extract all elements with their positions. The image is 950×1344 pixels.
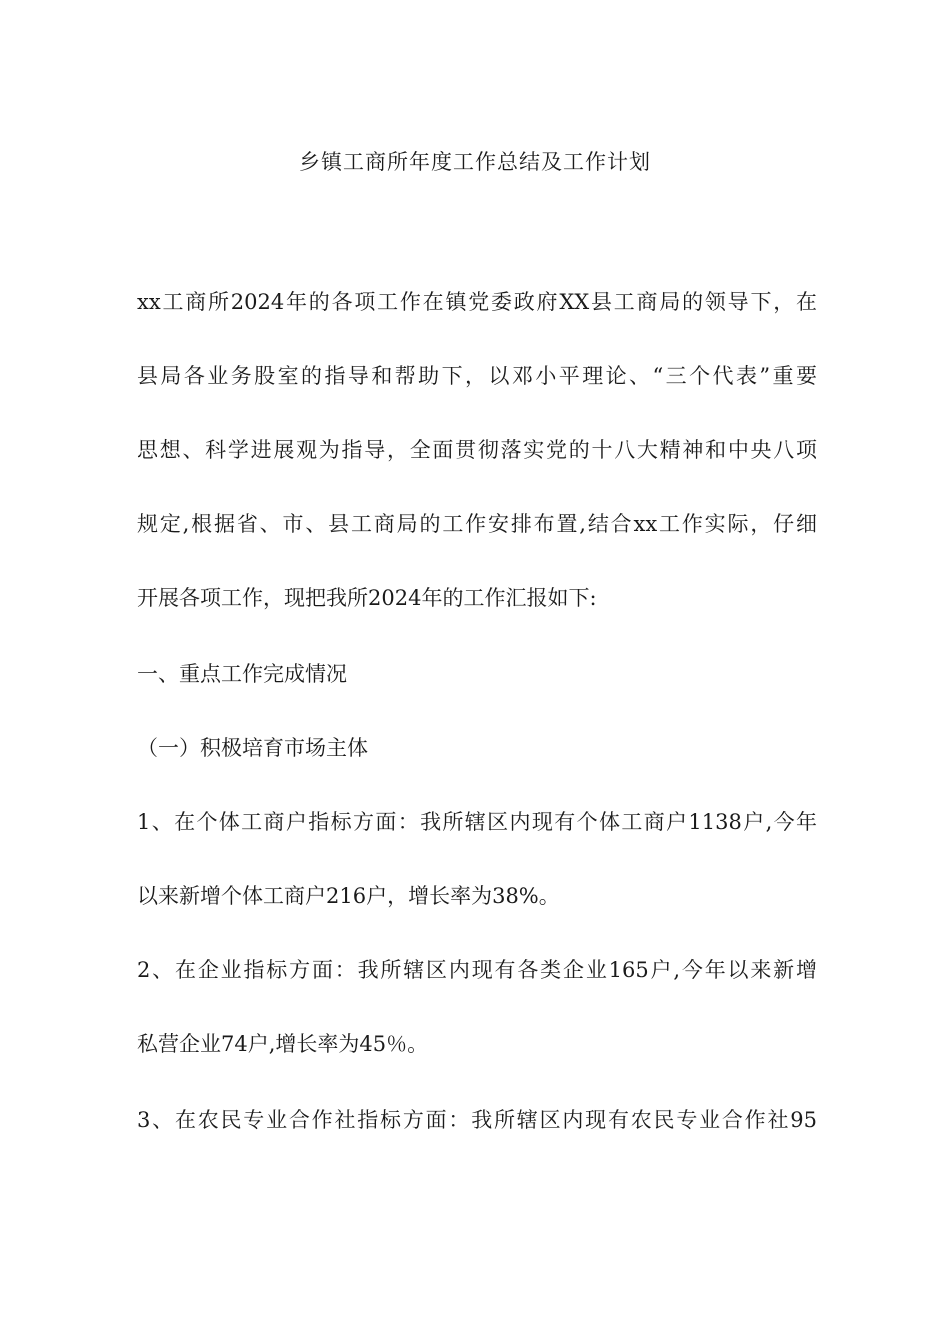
- paragraph-line-1: xx工商所2024年的各项工作在镇党委政府XX县工商局的领导下，在: [137, 290, 817, 314]
- subsection-heading-1: （一）积极培育市场主体: [137, 736, 368, 760]
- paragraph-line-3: 思想、科学进展观为指导，全面贯彻落实党的十八大精神和中央八项: [137, 438, 817, 462]
- item-1-line-2: 以来新增个体工商户216户，增长率为38%。: [137, 884, 560, 908]
- item-1-line-1: 1、在个体工商户指标方面：我所辖区内现有个体工商户1138户,今年: [137, 810, 817, 834]
- document-title: 乡镇工商所年度工作总结及工作计划: [299, 150, 651, 174]
- section-heading-1: 一、重点工作完成情况: [137, 662, 347, 686]
- item-2-line-2: 私营企业74户,增长率为45％。: [137, 1032, 429, 1056]
- item-3-line-1: 3、在农民专业合作社指标方面：我所辖区内现有农民专业合作社95: [137, 1108, 817, 1132]
- paragraph-line-2: 县局各业务股室的指导和帮助下，以邓小平理论、“三个代表”重要: [137, 364, 817, 388]
- paragraph-line-5: 开展各项工作，现把我所2024年的工作汇报如下:: [137, 586, 597, 610]
- item-2-line-1: 2、在企业指标方面：我所辖区内现有各类企业165户,今年以来新增: [137, 958, 817, 982]
- paragraph-line-4: 规定,根据省、市、县工商局的工作安排布置,结合xx工作实际，仔细: [137, 512, 817, 536]
